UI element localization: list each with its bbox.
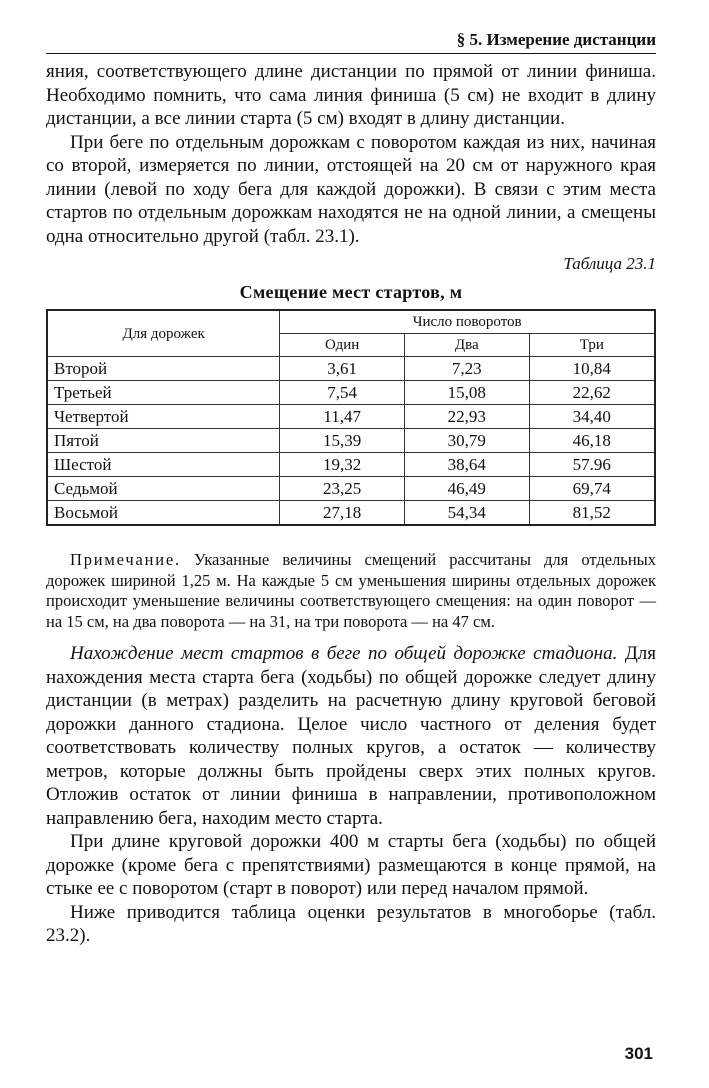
value-cell: 7,54 [280,381,405,405]
value-cell: 27,18 [280,501,405,526]
lane-cell: Седьмой [47,477,280,501]
section-common-lane [46,642,656,830]
start-offset-table [46,309,656,526]
table-row [47,405,655,429]
value-cell: 22,93 [404,405,529,429]
value-cell: 57.96 [529,453,655,477]
value-cell: 22,62 [529,381,655,405]
paragraph-400m: При длине круговой дорожки 400 м старты бега (ходьбы) по общей дорожке (кроме бега с препятствиями) размещаются в конце прямой, на стыке ее с поворотом (старт в поворот) или перед началом прямой. [46,831,656,899]
value-cell: 3,61 [280,357,405,381]
table-row [47,381,655,405]
lane-cell: Восьмой [47,501,280,526]
lane-cell: Второй [47,357,280,381]
value-cell: 10,84 [529,357,655,381]
section-text: Для нахождения места старта бега (ходьбы) по общей дорожке следует длину дистанции (в метрах) разделить на расчетную длину круговой беговой дорожки данного стадиона. Целое число частного от деления будет соответствовать количеству полных кругов, а остаток — количеству метров, которые должны быть пройдены сверх этих полных кругов. Отложив остаток от линии финиша в направлении, противоположном направлению бега, находим место старта. [46,643,656,829]
value-cell: 54,34 [404,501,529,526]
page [46,30,656,948]
paragraph-multievent: Ниже приводится таблица оценки результатов в многоборье (табл. 23.2). [46,901,656,946]
header-three: Три [529,334,655,357]
value-cell: 19,32 [280,453,405,477]
value-cell: 69,74 [529,477,655,501]
value-cell: 15,08 [404,381,529,405]
header-lane: Для дорожек [47,310,280,357]
table-row [47,429,655,453]
value-cell: 46,49 [404,477,529,501]
value-cell: 46,18 [529,429,655,453]
lane-cell: Третьей [47,381,280,405]
value-cell: 81,52 [529,501,655,526]
table-row [47,357,655,381]
running-head: § 5. Измерение дистанции [46,30,656,54]
value-cell: 7,23 [404,357,529,381]
table-row [47,501,655,526]
value-cell: 23,25 [280,477,405,501]
table-note [46,550,656,632]
value-cell: 15,39 [280,429,405,453]
lane-cell: Шестой [47,453,280,477]
paragraph-continuation: яния, соответствующего длине дистанции по прямой от линии финиша. Необходимо помнить, что сама линия финиша (5 см) не входит в длину дистанции, а все линии старта (5 см) входят в длину дистанции. [46,61,656,129]
header-turns: Число поворотов [280,310,655,334]
table-label: Таблица 23.1 [563,254,656,273]
table-row [47,477,655,501]
value-cell: 11,47 [280,405,405,429]
lane-cell: Пятой [47,429,280,453]
header-one: Один [280,334,405,357]
header-two: Два [404,334,529,357]
section-lead: Нахождение мест стартов в беге по общей дорожке стадиона. [70,643,618,664]
table-title: Смещение мест стартов, м [239,282,463,302]
value-cell: 34,40 [529,405,655,429]
value-cell: 38,64 [404,453,529,477]
paragraph-lanes: При беге по отдельным дорожкам с поворотом каждая из них, начиная со второй, измеряется по линии, отстоящей на 20 см от наружного края линии (левой по ходу бега для каждой дорожки). В связи с этим места стартов по отдельным дорожкам находятся не на одной линии, а смещены одна относительно другой (табл. 23.1). [46,131,656,247]
lane-cell: Четвертой [47,405,280,429]
table-row [47,453,655,477]
note-label: Примечание. [70,550,181,569]
page-number: 301 [624,1044,653,1063]
note-text: Указанные величины смещений рассчитаны для отдельных дорожек шириной 1,25 м. На каждые 5 см уменьшения ширины отдельных дорожек происходит уменьшение величины соответствующего смещения: на один поворот — на 15 см, на два поворота — на 31, на три поворота — на 47 см. [46,550,656,631]
value-cell: 30,79 [404,429,529,453]
